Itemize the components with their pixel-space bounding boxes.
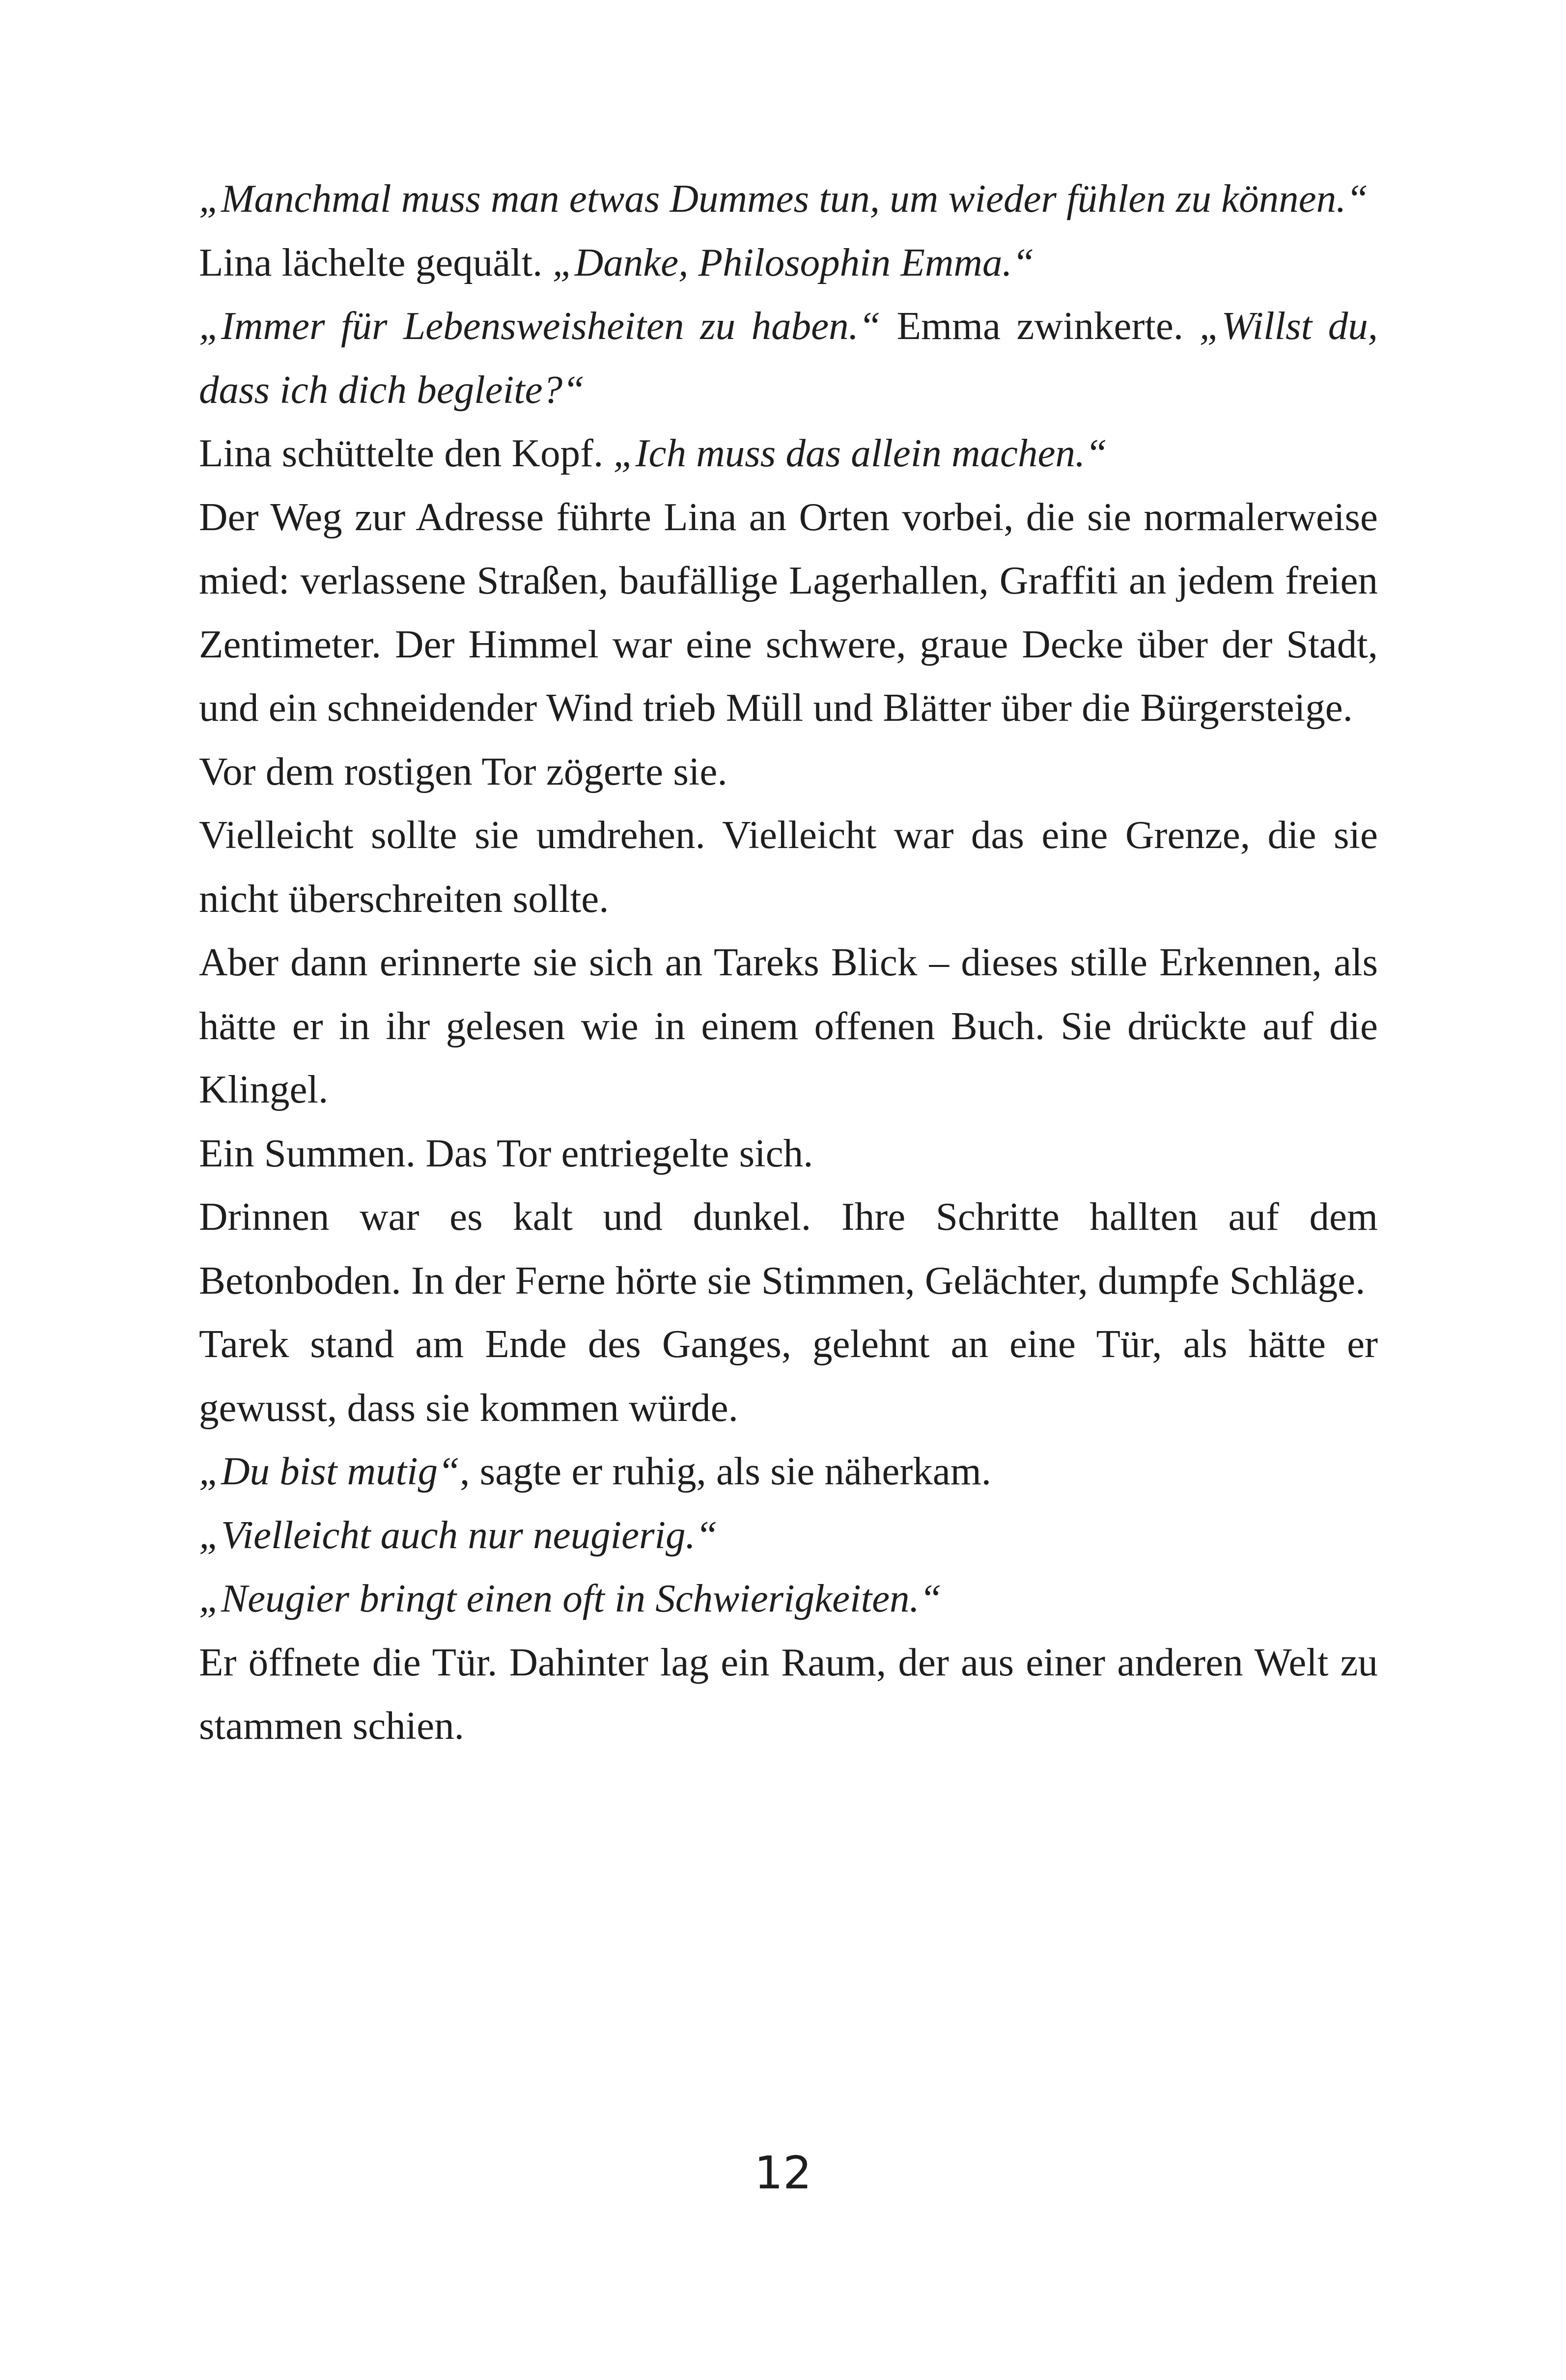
dialogue-text: „Neugier bringt einen oft in Schwierigkeiten.“ [199, 1576, 942, 1620]
narration-text: , sagte er ruhig, als sie näherkam. [460, 1449, 992, 1493]
dialogue-text: „Danke, Philosophin Emma.“ [552, 240, 1035, 284]
narration-text: Lina schüttelte den Kopf. [199, 431, 614, 475]
paragraph [199, 1503, 1378, 1567]
dialogue-text: „Vielleicht auch nur neugierig.“ [199, 1512, 718, 1557]
narration-text: Er öffnete die Tür. Dahinter lag ein Raum, der aus einer anderen Welt zu stammen schien. [199, 1640, 1378, 1748]
dialogue-text: „Du bist mutig“ [199, 1449, 460, 1493]
narration-text: Der Weg zur Adresse führte Lina an Orten vorbei, die sie normalerweise mied: verlassene Straßen, baufällige Lagerhallen, Graffiti an jedem freien Zentimeter. Der Himmel war eine schwere, graue Decke über der Stadt, und ein schneidender Wind trieb Müll und Blätter über die Bürgersteige. [199, 494, 1378, 730]
paragraph [199, 1122, 1378, 1186]
paragraph [199, 1185, 1378, 1312]
paragraph [199, 485, 1378, 740]
narration-text: Drinnen war es kalt und dunkel. Ihre Schritte hallten auf dem Betonboden. In der Ferne hörte sie Stimmen, Gelächter, dumpfe Schläge. [199, 1194, 1378, 1303]
paragraph [199, 167, 1378, 231]
paragraph [199, 931, 1378, 1122]
paragraph [199, 294, 1378, 422]
paragraph [199, 740, 1378, 804]
narration-text: Tarek stand am Ende des Ganges, gelehnt an eine Tür, als hätte er gewusst, dass sie kommen würde. [199, 1322, 1378, 1430]
paragraph [199, 803, 1378, 931]
paragraph [199, 1631, 1378, 1758]
paragraph [199, 231, 1378, 295]
dialogue-text: „Manchmal muss man etwas Dummes tun, um wieder fühlen zu können.“ [199, 176, 1369, 221]
narration-text: Vor dem rostigen Tor zögerte sie. [199, 749, 727, 793]
page-number: 12 [754, 2147, 812, 2199]
narration-text: Ein Summen. Das Tor entriegelte sich. [199, 1131, 813, 1175]
dialogue-text: „Willst du, dass ich dich begleite?“ [199, 304, 1378, 412]
dialogue-text: „Immer für Lebensweisheiten zu haben.“ [199, 304, 881, 348]
paragraph [199, 1567, 1378, 1631]
narration-text: Emma zwinkerte. [880, 304, 1200, 348]
body-text [199, 167, 1378, 1758]
narration-text: Lina lächelte gequält. [199, 240, 553, 284]
paragraph [199, 422, 1378, 485]
paragraph [199, 1440, 1378, 1503]
narration-text: Aber dann erinnerte sie sich an Tareks Blick – dieses stille Erkennen, als hätte er in ihr gelesen wie in einem offenen Buch. Sie drückte auf die Klingel. [199, 940, 1378, 1111]
narration-text: Vielleicht sollte sie umdrehen. Vielleicht war das eine Grenze, die sie nicht überschreiten sollte. [199, 813, 1378, 921]
paragraph [199, 1312, 1378, 1440]
dialogue-text: „Ich muss das allein machen.“ [613, 431, 1108, 475]
